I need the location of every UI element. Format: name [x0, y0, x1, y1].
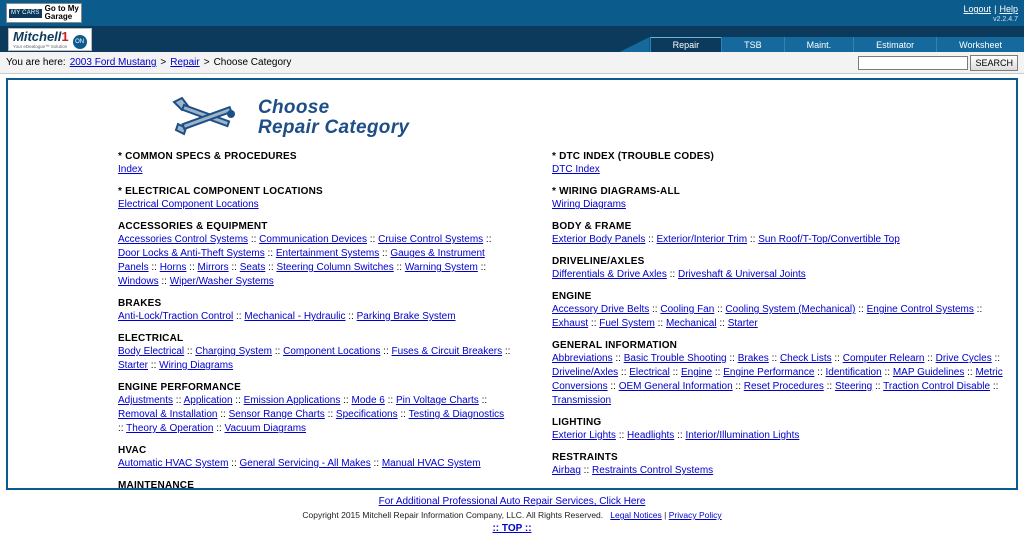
top-bar-right	[963, 3, 1018, 23]
category-link-interior-illumination-lights[interactable]: Interior/Illumination Lights	[685, 430, 800, 441]
category-link-index[interactable]: Index	[118, 164, 143, 175]
category-group-title: BODY & FRAME	[552, 221, 632, 232]
legal-notices-link[interactable]: Legal Notices	[610, 510, 662, 520]
category-group-body-frame	[552, 221, 1006, 247]
link-separator: ::	[233, 311, 245, 322]
category-group-lighting	[552, 417, 1006, 443]
breadcrumb-arrow-2: >	[203, 57, 210, 68]
top-bar-separator: |	[994, 4, 997, 14]
category-link-starter[interactable]: Starter	[118, 360, 149, 371]
top-bar	[0, 0, 1024, 26]
category-group-dtc-index-trouble-codes	[552, 151, 1006, 177]
search-input[interactable]	[858, 56, 968, 70]
link-separator: ::	[380, 346, 392, 357]
help-link[interactable]: Help	[999, 4, 1018, 14]
link-separator: ::	[213, 423, 225, 434]
category-link-sun-roof-t-top-convertible-top[interactable]: Sun Roof/T-Top/Convertible Top	[758, 234, 900, 245]
category-link-specifications[interactable]: Specifications	[335, 409, 398, 420]
category-link-brakes[interactable]: Brakes	[737, 353, 769, 364]
page-title-block	[168, 94, 1006, 141]
category-link-cooling-system-mechanical[interactable]: Cooling System (Mechanical)	[725, 304, 856, 315]
content-frame	[6, 78, 1018, 490]
category-group-title: HVAC	[118, 445, 147, 456]
footer	[6, 490, 1018, 534]
category-group-title: ENGINE	[552, 291, 592, 302]
category-group-links	[118, 233, 512, 289]
header-band	[0, 26, 1024, 52]
category-group-links	[552, 429, 1006, 443]
link-separator: ::	[666, 269, 678, 280]
category-link-emission-applications[interactable]: Emission Applications	[243, 395, 341, 406]
tab-repair-label: Repair	[672, 40, 700, 50]
link-separator: ::	[265, 262, 277, 273]
brand-name: Mitchell	[13, 28, 62, 44]
category-link-windows[interactable]: Windows	[118, 276, 159, 287]
category-link-entertainment-systems[interactable]: Entertainment Systems	[275, 248, 380, 259]
category-group-links	[552, 352, 1006, 408]
category-link-exhaust[interactable]: Exhaust	[552, 318, 589, 329]
category-link-automatic-hvac-system[interactable]: Automatic HVAC System	[118, 458, 229, 469]
link-separator: ::	[618, 367, 630, 378]
link-separator: ::	[118, 423, 127, 434]
category-column-left	[18, 151, 512, 490]
category-link-mode-6[interactable]: Mode 6	[351, 395, 385, 406]
go-to-my-garage-label-line1: Go to My	[44, 4, 79, 13]
category-group-links	[118, 163, 512, 177]
main-nav-tabs	[620, 36, 1024, 52]
tab-maint-label: Maint.	[806, 39, 832, 50]
link-separator: ::	[384, 395, 396, 406]
category-link-manual-hvac-system[interactable]: Manual HVAC System	[381, 458, 481, 469]
category-link-engine-control-systems[interactable]: Engine Control Systems	[866, 304, 974, 315]
brand-dot: 1	[61, 28, 69, 44]
link-separator: ::	[502, 346, 511, 357]
tab-tsb[interactable]	[721, 37, 784, 52]
category-link-engine[interactable]: Engine	[680, 367, 713, 378]
link-separator: ::	[615, 430, 628, 441]
category-link-cruise-control-systems[interactable]: Cruise Control Systems	[378, 234, 484, 245]
category-link-identification[interactable]: Identification	[825, 367, 882, 378]
tab-tsb-label: TSB	[744, 39, 762, 50]
category-link-communication-devices[interactable]: Communication Devices	[259, 234, 367, 245]
category-group-links	[552, 233, 1006, 247]
category-group-suspension	[552, 487, 1006, 490]
category-group-driveline-axles	[552, 256, 1006, 282]
category-group-title: LIGHTING	[552, 417, 602, 428]
category-link-door-locks-anti-theft-systems[interactable]: Door Locks & Anti-Theft Systems	[118, 248, 265, 259]
breadcrumb-bar	[0, 52, 1024, 74]
link-separator: ::	[228, 458, 240, 469]
category-link-accessories-control-systems[interactable]: Accessories Control Systems	[118, 234, 249, 245]
link-separator: ::	[379, 248, 391, 259]
link-separator: ::	[768, 353, 780, 364]
category-group-title: ENGINE PERFORMANCE	[118, 382, 242, 393]
category-link-mirrors[interactable]: Mirrors	[197, 262, 229, 273]
category-link-sensor-range-charts[interactable]: Sensor Range Charts	[228, 409, 325, 420]
category-group-title: * DTC INDEX (TROUBLE CODES)	[552, 151, 715, 162]
category-link-component-locations[interactable]: Component Locations	[283, 346, 381, 357]
category-link-driveline-axles[interactable]: Driveline/Axles	[552, 367, 619, 378]
content-frame-inner	[8, 80, 1016, 488]
category-link-exterior-body-panels[interactable]: Exterior Body Panels	[552, 234, 646, 245]
link-separator: ::	[714, 304, 726, 315]
tab-maint[interactable]	[784, 37, 854, 52]
category-group-title: * WIRING DIAGRAMS-ALL	[552, 186, 681, 197]
category-group-electrical	[118, 333, 512, 373]
link-separator: ::	[393, 262, 405, 273]
category-link-driveshaft-universal-joints[interactable]: Driveshaft & Universal Joints	[677, 269, 806, 280]
category-group-links	[118, 345, 512, 373]
link-separator: ::	[732, 381, 744, 392]
category-group-title: DRIVELINE/AXLES	[552, 256, 645, 267]
category-link-cooling-fan[interactable]: Cooling Fan	[660, 304, 715, 315]
link-separator: ::	[186, 262, 198, 273]
link-separator: ::	[991, 353, 1001, 364]
breadcrumb-current: Choose Category	[213, 57, 292, 68]
category-group-title: GENERAL INFORMATION	[552, 340, 678, 351]
category-link-check-lists[interactable]: Check Lists	[779, 353, 832, 364]
category-group-title	[552, 487, 1006, 490]
nav-skew-decoration	[620, 37, 650, 52]
go-to-my-garage-label-line2: Garage	[44, 12, 73, 21]
category-group-title: * COMMON SPECS & PROCEDURES	[118, 151, 297, 162]
category-link-gauges-instrument-panels[interactable]: Gauges & Instrument Panels	[118, 248, 485, 273]
link-separator: ::	[367, 234, 379, 245]
category-link-starter[interactable]: Starter	[727, 318, 758, 329]
link-separator: ::	[924, 353, 936, 364]
link-separator: ::	[158, 276, 170, 287]
breadcrumb-vehicle-link[interactable]: 2003 Ford Mustang	[69, 57, 157, 68]
category-link-traction-control-disable[interactable]: Traction Control Disable	[883, 381, 991, 392]
category-group-brakes	[118, 298, 512, 324]
category-group-links	[552, 268, 1006, 282]
category-group-title: * ELECTRICAL COMPONENT LOCATIONS	[118, 186, 323, 197]
page-title-line2: Repair Category	[258, 116, 410, 138]
category-column-right	[512, 151, 1006, 490]
version-label: v2.2.4.7	[993, 16, 1018, 23]
category-link-charging-system[interactable]: Charging System	[195, 346, 272, 357]
category-group-title: RESTRAINTS	[552, 452, 618, 463]
category-link-wiring-diagrams[interactable]: Wiring Diagrams	[552, 199, 626, 210]
category-link-exterior-interior-trim[interactable]: Exterior/Interior Trim	[656, 234, 748, 245]
link-separator: ::	[271, 346, 284, 357]
category-link-accessory-drive-belts[interactable]: Accessory Drive Belts	[552, 304, 650, 315]
category-group-title: ACCESSORIES & EQUIPMENT	[118, 221, 268, 232]
category-link-wiper-washer-systems[interactable]: Wiper/Washer Systems	[169, 276, 274, 287]
link-separator: ::	[607, 381, 619, 392]
link-separator: ::	[324, 409, 336, 420]
tab-estimator-label: Estimator	[876, 39, 915, 50]
link-separator: ::	[855, 304, 867, 315]
category-group-title: MAINTENANCE	[118, 480, 195, 490]
category-group-accessories-equipment	[118, 221, 512, 289]
category-link-basic-trouble-shooting[interactable]: Basic Trouble Shooting	[623, 353, 727, 364]
category-group-engine	[552, 291, 1006, 331]
professional-services-link[interactable]: For Additional Professional Auto Repair Services, Click Here	[378, 496, 646, 507]
category-link-reset-procedures[interactable]: Reset Procedures	[743, 381, 824, 392]
link-separator: ::	[483, 234, 492, 245]
category-link-seats[interactable]: Seats	[239, 262, 266, 273]
category-link-dtc-index[interactable]: DTC Index	[552, 164, 600, 175]
go-to-my-garage-button[interactable]	[6, 3, 82, 23]
tab-worksheet[interactable]	[936, 37, 1024, 52]
link-separator: ::	[964, 367, 976, 378]
link-separator: ::	[814, 367, 826, 378]
category-group-maintenance	[118, 480, 512, 490]
tab-estimator[interactable]	[853, 37, 936, 52]
category-link-body-electrical[interactable]: Body Electrical	[118, 346, 185, 357]
footer-divider: |	[664, 510, 667, 520]
link-separator: ::	[345, 311, 357, 322]
brand-tagline: Your eDealogue™ Solution	[13, 43, 68, 49]
link-separator: ::	[674, 430, 686, 441]
category-group-links	[118, 198, 512, 212]
category-link-metric-conversions[interactable]: Metric Conversions	[552, 367, 1003, 392]
link-separator: ::	[973, 304, 983, 315]
category-link-general-servicing-all-makes[interactable]: General Servicing - All Makes	[239, 458, 371, 469]
link-separator: ::	[588, 318, 600, 329]
page-title	[258, 98, 409, 138]
category-link-engine-performance[interactable]: Engine Performance	[723, 367, 815, 378]
link-separator: ::	[823, 381, 835, 392]
category-link-transmission[interactable]: Transmission	[552, 395, 612, 406]
link-separator: ::	[990, 381, 999, 392]
link-separator: ::	[580, 465, 593, 476]
link-separator: ::	[649, 304, 661, 315]
category-group-links	[118, 457, 512, 471]
brand-badge: ON	[73, 35, 87, 49]
link-separator: ::	[228, 262, 240, 273]
category-columns	[18, 151, 1006, 490]
category-link-exterior-lights[interactable]: Exterior Lights	[552, 430, 616, 441]
category-link-theory-operation[interactable]: Theory & Operation	[126, 423, 214, 434]
category-link-pin-voltage-charts[interactable]: Pin Voltage Charts	[395, 395, 479, 406]
category-link-application[interactable]: Application	[183, 395, 233, 406]
link-separator: ::	[831, 353, 843, 364]
category-link-mechanical-hydraulic[interactable]: Mechanical - Hydraulic	[244, 311, 346, 322]
category-link-oem-general-information[interactable]: OEM General Information	[618, 381, 733, 392]
category-link-headlights[interactable]: Headlights	[627, 430, 675, 441]
link-separator: ::	[173, 395, 184, 406]
category-group-hvac	[118, 445, 512, 471]
link-separator: ::	[184, 346, 196, 357]
category-link-parking-brake-system[interactable]: Parking Brake System	[356, 311, 456, 322]
mitchell1-logo[interactable]	[8, 28, 92, 51]
link-separator: ::	[370, 458, 382, 469]
link-separator: ::	[716, 318, 728, 329]
category-link-wiring-diagrams[interactable]: Wiring Diagrams	[159, 360, 234, 371]
my-cars-badge: MY CARS	[11, 9, 40, 16]
category-link-differentials-drive-axles[interactable]: Differentials & Drive Axles	[552, 269, 667, 280]
wrench-screwdriver-icon	[168, 94, 248, 141]
link-separator: ::	[477, 262, 487, 273]
category-group-links	[118, 310, 512, 324]
breadcrumb-prefix: You are here:	[6, 57, 66, 68]
logout-link[interactable]: Logout	[963, 4, 992, 14]
category-group-common-specs-procedures	[118, 151, 512, 177]
category-group-links	[118, 394, 512, 436]
link-separator: ::	[478, 395, 488, 406]
category-link-fuel-system[interactable]: Fuel System	[599, 318, 655, 329]
category-link-steering[interactable]: Steering	[834, 381, 873, 392]
link-separator: ::	[217, 409, 229, 420]
back-to-top[interactable]	[6, 523, 1018, 534]
page-body	[0, 74, 1024, 534]
page-title-line1: Choose	[258, 96, 330, 118]
category-link-drive-cycles[interactable]: Drive Cycles	[935, 353, 992, 364]
category-link-electrical[interactable]: Electrical	[629, 367, 670, 378]
link-separator: ::	[397, 409, 409, 420]
category-link-testing-diagnostics[interactable]: Testing & Diagnostics	[408, 409, 505, 420]
category-group-links	[552, 198, 1006, 212]
category-link-adjustments[interactable]: Adjustments	[118, 395, 174, 406]
category-link-anti-lock-traction-control[interactable]: Anti-Lock/Traction Control	[118, 311, 234, 322]
link-separator: ::	[726, 353, 738, 364]
category-link-warning-system[interactable]: Warning System	[404, 262, 478, 273]
link-separator: ::	[264, 248, 276, 259]
link-separator: ::	[148, 360, 160, 371]
link-separator: ::	[747, 234, 759, 245]
category-link-fuses-circuit-breakers[interactable]: Fuses & Circuit Breakers	[391, 346, 503, 357]
category-group-title: ELECTRICAL	[118, 333, 184, 344]
search-button[interactable]: SEARCH	[970, 55, 1018, 71]
search-area	[858, 55, 1018, 71]
link-separator: ::	[872, 381, 884, 392]
category-group-electrical-component-locations	[118, 186, 512, 212]
link-separator: ::	[645, 234, 657, 245]
link-separator: ::	[669, 367, 681, 378]
breadcrumb-arrow-1: >	[160, 57, 167, 68]
back-to-top-link[interactable]: :: TOP ::	[492, 523, 532, 534]
category-link-steering-column-switches[interactable]: Steering Column Switches	[276, 262, 394, 273]
category-group-links	[552, 163, 1006, 177]
category-group-links	[552, 464, 1006, 478]
footer-copyright-row	[6, 510, 1018, 520]
category-link-airbag[interactable]: Airbag	[552, 465, 581, 476]
category-link-horns[interactable]: Horns	[159, 262, 187, 273]
category-group-general-information	[552, 340, 1006, 408]
category-group-restraints	[552, 452, 1006, 478]
category-group-links	[552, 303, 1006, 331]
breadcrumb-repair-link[interactable]: Repair	[170, 57, 200, 68]
link-separator: ::	[712, 367, 724, 378]
category-link-removal-installation[interactable]: Removal & Installation	[118, 409, 218, 420]
link-separator: ::	[612, 353, 624, 364]
breadcrumb	[6, 57, 291, 68]
copyright-text: Copyright 2015 Mitchell Repair Information Company, LLC. All Rights Reserved.	[302, 510, 604, 520]
category-group-title: BRAKES	[118, 298, 162, 309]
category-link-restraints-control-systems[interactable]: Restraints Control Systems	[592, 465, 714, 476]
category-group-engine-performance	[118, 382, 512, 436]
link-separator: ::	[232, 395, 244, 406]
link-separator: ::	[654, 318, 666, 329]
tab-repair[interactable]	[650, 37, 722, 52]
category-link-abbreviations[interactable]: Abbreviations	[552, 353, 613, 364]
link-separator: ::	[248, 234, 260, 245]
link-separator: ::	[148, 262, 160, 273]
link-separator: ::	[340, 395, 352, 406]
category-group-wiring-diagrams-all	[552, 186, 1006, 212]
category-link-vacuum-diagrams[interactable]: Vacuum Diagrams	[224, 423, 307, 434]
link-separator: ::	[881, 367, 893, 378]
category-link-mechanical[interactable]: Mechanical	[665, 318, 717, 329]
privacy-policy-link[interactable]: Privacy Policy	[668, 510, 722, 520]
category-link-map-guidelines[interactable]: MAP Guidelines	[892, 367, 965, 378]
tab-worksheet-label: Worksheet	[959, 39, 1002, 50]
category-link-computer-relearn[interactable]: Computer Relearn	[842, 353, 925, 364]
category-link-electrical-component-locations[interactable]: Electrical Component Locations	[118, 199, 259, 210]
